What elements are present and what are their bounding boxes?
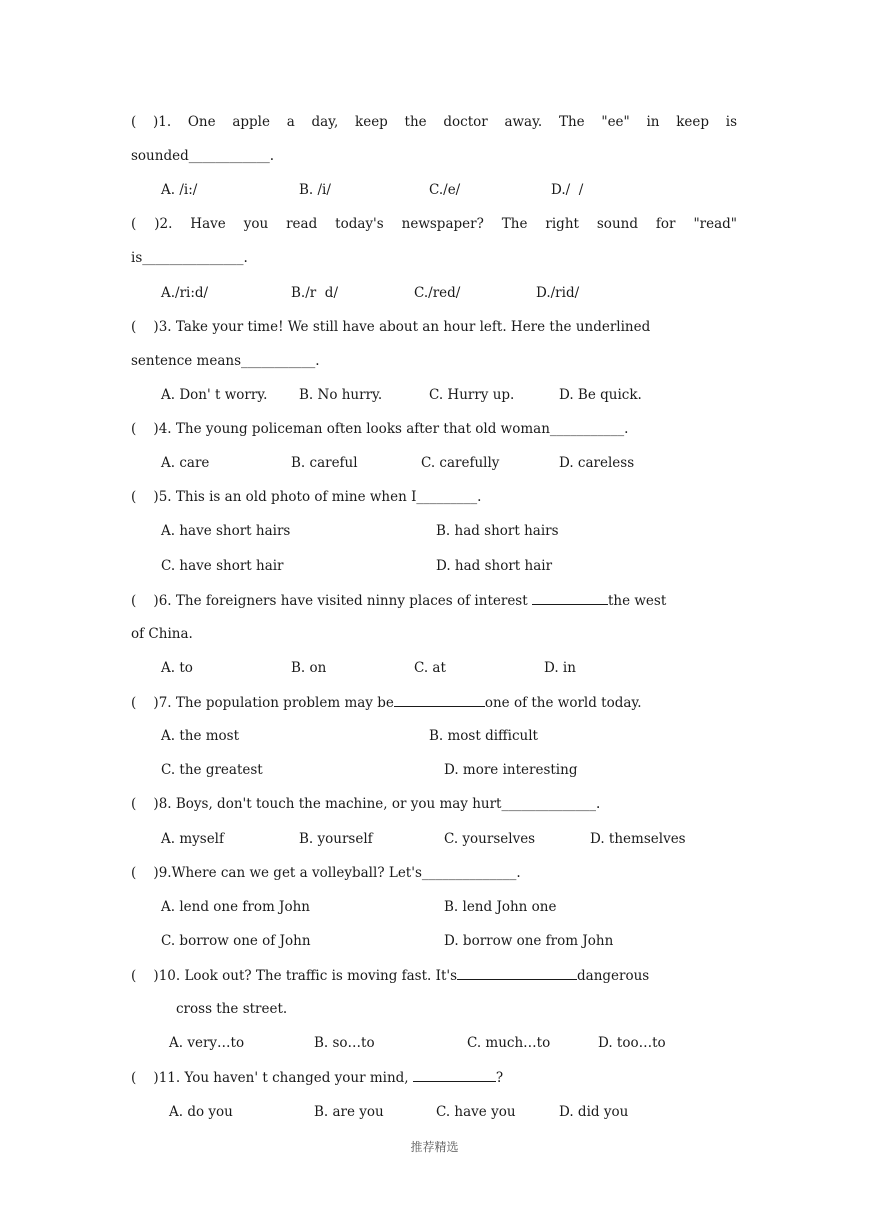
question-11-option-d: D. did you: [559, 1104, 629, 1120]
question-9-option-a: A. lend one from John: [161, 899, 310, 915]
question-10-option-c: C. much…to: [467, 1035, 551, 1051]
question-8-option-c: C. yourselves: [444, 831, 536, 847]
answer-blank: [413, 1068, 496, 1082]
question-9-option-b: B. lend John one: [444, 899, 557, 915]
question-5-option-d: D. had short hair: [436, 558, 553, 574]
question-9-option-c: C. borrow one of John: [161, 933, 311, 949]
question-2-option-b: B./r d/: [291, 285, 338, 301]
question-4-option-b: B. careful: [291, 455, 358, 471]
question-4-option-a: A. care: [161, 455, 210, 471]
question-4-stem: ( )4. The young policeman often looks after that old woman___________.: [131, 421, 629, 437]
question-3-option-a: A. Don' t worry.: [161, 387, 268, 403]
question-8-option-b: B. yourself: [299, 831, 373, 847]
question-3-option-c: C. Hurry up.: [429, 387, 515, 403]
question-10-stem-pre: ( )10. Look out? The traffic is moving fast. It's: [131, 968, 458, 984]
question-1-option-a: A. /i:/: [161, 182, 198, 198]
question-8-stem: ( )8. Boys, don't touch the machine, or you may hurt______________.: [131, 796, 601, 812]
question-6-stem-pre: ( )6. The foreigners have visited ninny places of interest: [131, 593, 532, 609]
question-6-option-d: D. in: [544, 660, 576, 676]
question-6-option-c: C. at: [414, 660, 446, 676]
question-7-stem: [131, 693, 737, 712]
answer-blank: [394, 693, 485, 707]
question-3-option-b: B. No hurry.: [299, 387, 383, 403]
question-7-option-a: A. the most: [161, 728, 240, 744]
question-1-stem-cont: sounded____________.: [131, 148, 275, 164]
question-1-option-d: D./ /: [551, 182, 584, 198]
question-2-option-c: C./red/: [414, 285, 461, 301]
question-10-stem: [131, 966, 737, 985]
question-2-stem: ( )2. Have you read today's newspaper? The right sound for "read": [131, 216, 737, 232]
question-10-option-d: D. too…to: [598, 1035, 666, 1051]
question-7-option-b: B. most difficult: [429, 728, 538, 744]
question-3-option-d: D. Be quick.: [559, 387, 642, 403]
question-6-stem-cont: of China.: [131, 626, 193, 642]
question-10-stem-post: dangerous: [577, 968, 650, 984]
question-11-option-a: A. do you: [169, 1104, 233, 1120]
question-10-option-b: B. so…to: [314, 1035, 375, 1051]
question-11-stem-pre: ( )11. You haven' t changed your mind,: [131, 1070, 413, 1086]
question-9-option-d: D. borrow one from John: [444, 933, 614, 949]
question-5-option-c: C. have short hair: [161, 558, 284, 574]
question-8-option-a: A. myself: [161, 831, 224, 847]
question-1-option-b: B. /i/: [299, 182, 331, 198]
question-10-stem-cont: cross the street.: [176, 1001, 288, 1017]
page-footer: 推荐精选: [410, 1140, 459, 1154]
question-6-option-a: A. to: [161, 660, 193, 676]
question-8-option-d: D. themselves: [590, 831, 686, 847]
question-5-option-a: A. have short hairs: [161, 523, 291, 539]
question-1-option-c: C./e/: [429, 182, 461, 198]
question-10-option-a: A. very…to: [169, 1035, 245, 1051]
question-4-option-c: C. carefully: [421, 455, 500, 471]
question-4-option-d: D. careless: [559, 455, 635, 471]
question-7-option-d: D. more interesting: [444, 762, 578, 778]
answer-blank: [457, 966, 577, 980]
question-2-stem-cont: is_______________.: [131, 250, 248, 266]
question-3-stem: ( )3. Take your time! We still have about an hour left. Here the underlined: [131, 319, 651, 335]
question-11-stem: [131, 1068, 737, 1087]
question-3-stem-cont: sentence means___________.: [131, 353, 320, 369]
question-11-stem-post: ?: [495, 1070, 504, 1086]
answer-blank: [532, 591, 608, 605]
question-1-stem: ( )1. One apple a day, keep the doctor away. The "ee" in keep is: [131, 114, 737, 130]
question-7-stem-post: one of the world today.: [484, 695, 642, 711]
question-5-option-b: B. had short hairs: [436, 523, 559, 539]
question-5-stem: ( )5. This is an old photo of mine when I_________.: [131, 489, 482, 505]
question-6-stem-post: the west: [607, 593, 667, 609]
question-2-option-d: D./rid/: [536, 285, 580, 301]
question-6-stem: [131, 591, 737, 610]
question-7-option-c: C. the greatest: [161, 762, 263, 778]
question-2-option-a: A./ri:d/: [161, 285, 209, 301]
question-11-option-c: C. have you: [436, 1104, 516, 1120]
question-11-option-b: B. are you: [314, 1104, 384, 1120]
question-7-stem-pre: ( )7. The population problem may be: [131, 695, 394, 711]
question-9-stem: ( )9.Where can we get a volleyball? Let's______________.: [131, 865, 521, 881]
question-6-option-b: B. on: [291, 660, 327, 676]
